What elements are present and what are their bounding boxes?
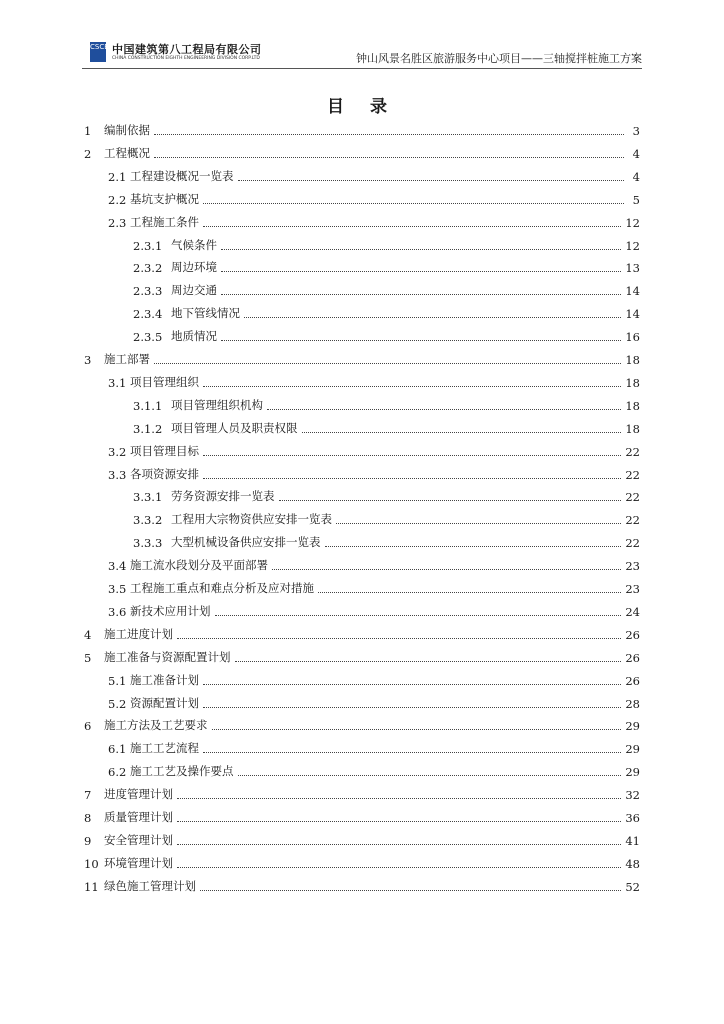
toc-entry[interactable] (108, 462, 640, 482)
toc-entry-label: 绿色施工管理计划 (104, 878, 196, 893)
toc-entry[interactable] (133, 324, 640, 344)
toc-entry-number: 9 (84, 833, 92, 848)
toc-entry-number: 4 (84, 627, 92, 642)
toc-entry-page: 23 (625, 582, 640, 596)
toc-entry-label: 工程施工条件 (130, 214, 199, 229)
toc-leader-dots (154, 149, 624, 158)
toc-entry-page: 16 (625, 330, 640, 345)
toc-leader-dots (238, 767, 622, 776)
toc-leader-dots (203, 676, 621, 685)
toc-entry-page: 36 (625, 811, 640, 825)
toc-entry-label: 项目管理组织机构 (171, 397, 263, 412)
toc-entry[interactable] (84, 622, 640, 642)
toc-entry[interactable] (84, 118, 640, 138)
toc-entry-page: 22 (625, 536, 640, 551)
toc-leader-dots (177, 790, 621, 799)
toc-entry-number: 6.2 (108, 765, 127, 780)
toc-entry[interactable] (108, 599, 640, 619)
toc-entry-page: 26 (625, 627, 640, 642)
toc-entry-label: 新技术应用计划 (130, 603, 211, 618)
toc-entry-number: 3.1.1 (133, 398, 163, 413)
toc-leader-dots (267, 401, 621, 410)
toc-entry-page: 41 (625, 833, 640, 848)
toc-entry-label: 周边环境 (171, 260, 217, 275)
toc-entry-label: 各项资源安排 (130, 466, 199, 481)
toc-entry[interactable] (108, 668, 640, 688)
toc-entry-page: 26 (625, 650, 640, 665)
toc-entry-number: 3.1.2 (133, 421, 163, 436)
toc-entry-number: 6.1 (108, 742, 127, 757)
toc-entry-number: 5.2 (108, 696, 127, 711)
toc-entry-page: 24 (625, 604, 640, 619)
toc-entry-label: 施工方法及工艺要求 (104, 718, 208, 733)
toc-leader-dots (235, 653, 622, 662)
toc-entry[interactable] (133, 507, 640, 527)
toc-leader-dots (154, 355, 621, 364)
toc-entry[interactable] (108, 691, 640, 711)
toc-entry[interactable] (108, 736, 640, 756)
toc-leader-dots (203, 744, 621, 753)
toc-entry-label: 施工部署 (104, 352, 150, 366)
toc-entry-page: 26 (625, 673, 640, 688)
toc-entry-number: 3.3 (108, 467, 127, 482)
toc-entry[interactable] (108, 759, 640, 779)
toc-entry-number: 3.3.3 (133, 536, 163, 551)
toc-entry-number: 2.1 (108, 169, 127, 184)
page-header (82, 40, 642, 68)
toc-leader-dots (200, 882, 621, 891)
toc-entry[interactable] (108, 439, 640, 459)
toc-entry-page: 18 (625, 421, 640, 436)
toc-entry-label: 大型机械设备供应安排一览表 (171, 535, 321, 550)
toc-leader-dots (212, 721, 622, 730)
toc-entry-number: 2.3.3 (133, 284, 163, 299)
toc-entry-number: 3.6 (108, 604, 127, 619)
toc-entry[interactable] (84, 828, 640, 848)
toc-entry-label: 施工准备计划 (130, 672, 199, 687)
toc-entry-label: 施工工艺流程 (130, 741, 199, 756)
company-name-cn: 中国建筑第八工程局有限公司 (112, 43, 262, 56)
toc-leader-dots (154, 126, 624, 135)
toc-entry-label: 工程建设概况一览表 (130, 168, 234, 183)
toc-entry-label: 项目管理目标 (130, 443, 199, 458)
toc-entry-page: 22 (625, 490, 640, 505)
toc-entry-label: 项目管理人员及职责权限 (171, 420, 298, 435)
company-name-en: CHINA CONSTRUCTION EIGHTH ENGINEERING DIVISION CORP.LTD (112, 56, 260, 61)
toc-entry[interactable] (133, 233, 640, 253)
toc-entry[interactable] (108, 576, 640, 596)
toc-entry[interactable] (84, 141, 640, 161)
toc-leader-dots (177, 859, 621, 868)
toc-entry-number: 10 (84, 856, 99, 871)
toc-entry-label: 劳务资源安排一览表 (171, 489, 275, 504)
toc-leader-dots (318, 584, 621, 593)
toc-entry[interactable] (84, 713, 640, 733)
toc-entry-label: 进度管理计划 (104, 787, 173, 802)
toc-entry-page: 29 (625, 765, 640, 780)
toc-entry-page: 48 (625, 856, 640, 871)
toc-entry-number: 3.3.2 (133, 513, 163, 528)
toc-entry-label: 施工准备与资源配置计划 (104, 649, 231, 664)
toc-entry-label: 项目管理组织 (130, 374, 199, 389)
toc-entry-number: 3.1 (108, 375, 127, 390)
toc-entry-page: 3 (632, 124, 640, 138)
toc-entry[interactable] (108, 210, 640, 230)
toc-entry-number: 6 (84, 719, 92, 734)
toc-leader-dots (272, 561, 621, 570)
toc-leader-dots (177, 813, 621, 822)
toc-leader-dots (177, 630, 621, 639)
toc-leader-dots (215, 607, 622, 616)
document-header-title: 钟山风景名胜区旅游服务中心项目——三轴搅拌桩施工方案 (356, 52, 642, 65)
toc-entry-number: 3.4 (108, 559, 127, 574)
toc-entry-number: 3 (84, 353, 92, 367)
toc-entry-label: 环境管理计划 (104, 855, 173, 870)
toc-entry-page: 22 (625, 513, 640, 528)
toc-entry-page: 4 (632, 146, 640, 161)
toc-entry-page: 5 (632, 192, 640, 207)
toc-leader-dots (203, 447, 621, 456)
toc-entry-label: 安全管理计划 (104, 832, 173, 847)
toc-leader-dots (238, 172, 625, 181)
toc-entry-label: 气候条件 (171, 237, 217, 252)
toc-entry-label: 基坑支护概况 (130, 191, 199, 206)
toc-entry-page: 18 (625, 398, 640, 413)
toc-leader-dots (221, 263, 621, 272)
toc-entry[interactable] (133, 301, 640, 321)
toc-entry-page: 4 (632, 169, 640, 184)
toc-entry-number: 2.3.4 (133, 307, 163, 322)
toc-entry-page: 12 (625, 215, 640, 230)
toc-leader-dots (279, 492, 622, 501)
toc-entry-number: 3.5 (108, 582, 127, 596)
toc-entry-page: 22 (625, 444, 640, 459)
toc-entry[interactable] (84, 347, 640, 367)
toc-leader-dots (221, 332, 621, 341)
toc-entry-page: 29 (625, 719, 640, 734)
toc-entry-page: 29 (625, 742, 640, 757)
toc-entry-page: 52 (625, 879, 640, 894)
toc-entry-label: 质量管理计划 (104, 810, 173, 824)
toc-leader-dots (336, 515, 621, 524)
toc-entry[interactable] (84, 645, 640, 665)
toc-entry[interactable] (108, 553, 640, 573)
toc-entry-page: 18 (625, 375, 640, 390)
toc-leader-dots (203, 195, 624, 204)
toc-entry-number: 1 (84, 124, 92, 138)
toc-leader-dots (325, 538, 622, 547)
toc-entry-page: 14 (625, 284, 640, 299)
toc-entry-page: 18 (625, 353, 640, 367)
toc-entry[interactable] (84, 782, 640, 802)
toc-entry-number: 5.1 (108, 673, 127, 688)
toc-entry[interactable] (108, 164, 640, 184)
toc-entry[interactable] (133, 393, 640, 413)
toc-entry[interactable] (133, 255, 640, 275)
toc-entry-number: 3.3.1 (133, 490, 163, 505)
toc-entry-label: 工程施工重点和难点分析及应对措施 (130, 581, 314, 595)
toc-entry[interactable] (108, 187, 640, 207)
toc-entry-label: 资源配置计划 (130, 695, 199, 710)
toc-entry-page: 22 (625, 467, 640, 482)
toc-leader-dots (203, 699, 621, 708)
toc-leader-dots (221, 241, 621, 250)
toc-entry-page: 12 (625, 238, 640, 253)
toc-entry-number: 7 (84, 788, 92, 803)
toc-entry[interactable] (84, 874, 640, 894)
toc-title: 目 录 (327, 97, 397, 117)
toc-leader-dots (221, 286, 621, 295)
toc-entry[interactable] (133, 484, 640, 504)
toc-entry-label: 施工流水段划分及平面部署 (130, 558, 268, 573)
header-divider (82, 68, 642, 69)
toc-entry-number: 2.3.5 (133, 330, 163, 345)
toc-entry-page: 32 (625, 788, 640, 803)
toc-entry[interactable] (133, 278, 640, 298)
toc-entry-number: 2.2 (108, 192, 127, 207)
toc-leader-dots (244, 309, 621, 318)
company-logo-icon: CSCEC (90, 42, 106, 62)
toc-entry[interactable] (133, 416, 640, 436)
toc-entry-number: 2.3.1 (133, 238, 163, 253)
toc-leader-dots (203, 378, 621, 387)
toc-leader-dots (203, 470, 621, 479)
toc-entry-number: 11 (84, 879, 99, 894)
toc-entry-number: 2 (84, 146, 92, 161)
toc-entry-number: 5 (84, 650, 92, 665)
toc-entry-label: 地质情况 (171, 329, 217, 344)
toc-entry-label: 编制依据 (104, 123, 150, 137)
toc-entry-number: 8 (84, 811, 92, 825)
toc-leader-dots (203, 218, 621, 227)
toc-entry-page: 28 (625, 696, 640, 711)
toc-entry-label: 工程概况 (104, 145, 150, 160)
toc-entry-number: 2.3.2 (133, 261, 163, 276)
toc-entry-label: 施工进度计划 (104, 626, 173, 641)
toc-entry-label: 施工工艺及操作要点 (130, 764, 234, 779)
toc-entry[interactable] (108, 370, 640, 390)
toc-entry-page: 23 (625, 559, 640, 574)
toc-entry[interactable] (133, 530, 640, 550)
toc-entry[interactable] (84, 805, 640, 825)
toc-leader-dots (177, 836, 621, 845)
toc-entry-page: 13 (625, 261, 640, 276)
toc-leader-dots (302, 424, 622, 433)
toc-entry-number: 3.2 (108, 444, 127, 459)
toc-entry-label: 地下管线情况 (171, 306, 240, 321)
toc-entry[interactable] (84, 851, 640, 871)
toc-entry-number: 2.3 (108, 215, 127, 230)
toc-entry-label: 工程用大宗物资供应安排一览表 (171, 512, 332, 527)
toc-entry-page: 14 (625, 307, 640, 322)
toc-entry-label: 周边交通 (171, 283, 217, 298)
